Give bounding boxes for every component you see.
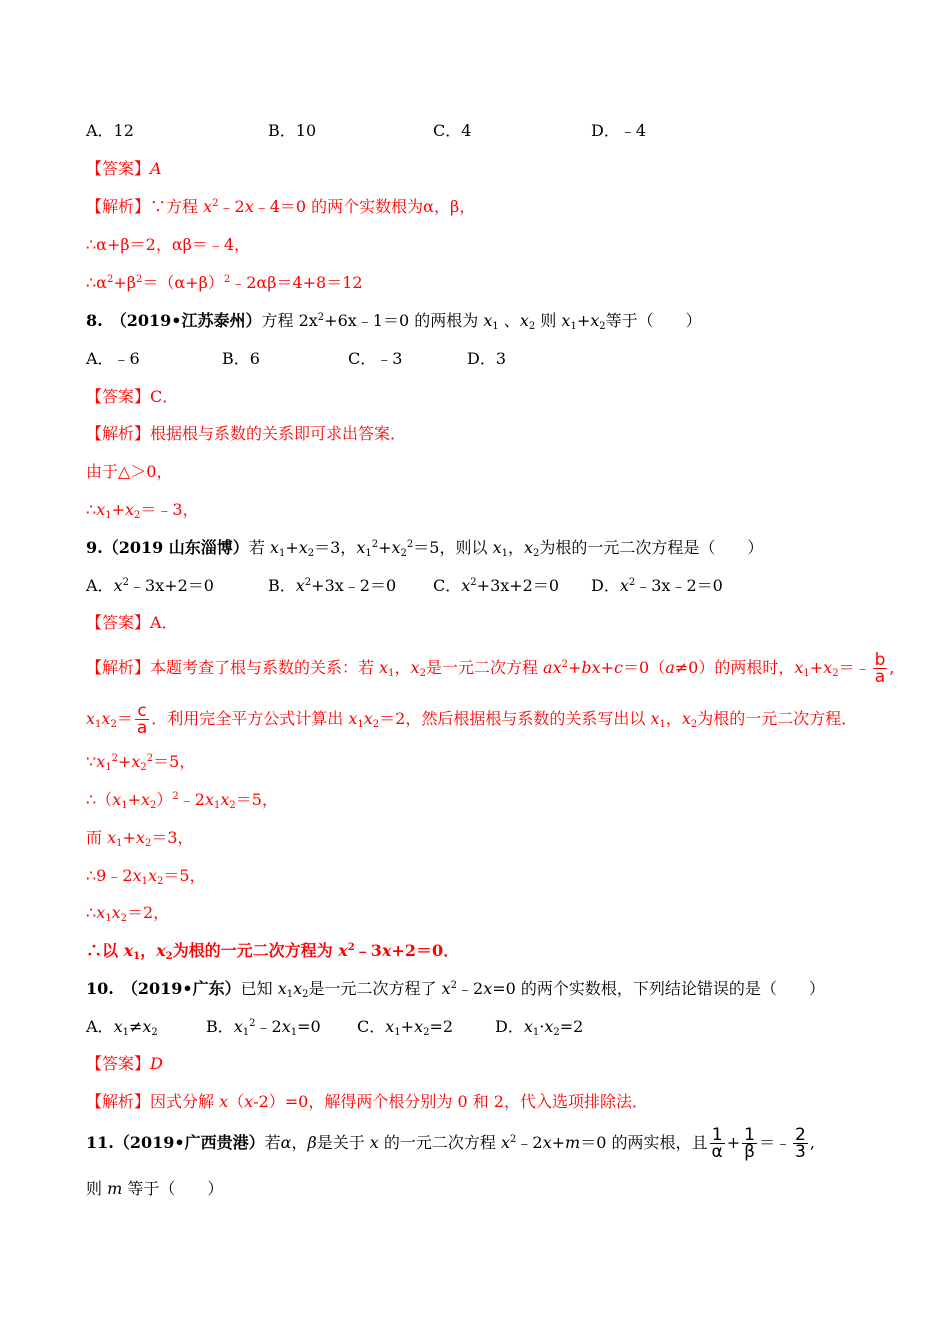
q9-option-b: B．$x^2+3x﹣2=0$: [268, 576, 397, 595]
q8-option-b: B．6: [222, 349, 260, 368]
q7-analysis-1: 【解析】∵方程 $x^2﹣2x﹣4=0$ 的两个实数根为α，β，: [86, 197, 476, 216]
q9-analysis-5: 而 $x_1+x_2=3$，: [86, 828, 194, 849]
q9-answer: 【答案】A．: [86, 613, 178, 632]
q10-option-d: D．$x_1\cdot x_2=2$: [495, 1017, 584, 1038]
q8-option-a: A．﹣6: [86, 349, 140, 368]
q8-option-d: D．3: [467, 349, 507, 368]
q11-stem: 11.（2019•广西贵港）若α，β是关于 x 的一元二次方程 $x^2﹣2x+m=0$ 的两实根，且 $\frac{1}{\alpha}$ + $\frac{1}{\beta}$ ＝﹣ $\frac{2}{3}$ ,: [86, 1125, 815, 1162]
fraction-b-over-a: $\frac{b}{a}$: [874, 650, 886, 687]
q8-answer: 【答案】C．: [86, 387, 179, 406]
q10-option-b: B．$x_1^2﹣2x_1=0$: [206, 1017, 321, 1038]
q9-analysis-1: 【解析】本题考查了根与系数的关系：若 $x_1$，$x_2$是一元二次方程 $ax^2+bx+c=0(a\ne 0)$的两根时，$x_1+x_2=﹣$ $\frac{b}{a}$ ,: [86, 650, 895, 687]
q7-answer: 【答案】A: [86, 159, 162, 178]
q9-option-c: C．$x^2+3x+2=0$: [433, 576, 560, 595]
fraction-1-over-beta: $\frac{1}{\beta}$: [744, 1125, 755, 1162]
q9-analysis-3: $\because x_1^2+x_2^2=5$，: [86, 752, 196, 773]
q10-answer: 【答案】D: [86, 1054, 163, 1073]
q7-option-c: C．4: [433, 121, 472, 140]
q10-analysis: 【解析】因式分解 x（x-2）=0，解得两个根分别为 0 和 2，代入选项排除法．: [86, 1092, 648, 1111]
q11-stem-2: 则 m 等于（ ）: [86, 1179, 224, 1198]
q9-analysis-8: ∴以 $x_1$，$x_2$为根的一元二次方程为 $x^2﹣3x+2=0$．: [86, 941, 460, 962]
q10-stem: 10. （2019•广东）已知 $x_1x_2$是一元二次方程了 $x^2﹣2x=0$ 的两个实数根，下列结论错误的是（ ）: [86, 979, 825, 1000]
q8-analysis-2: 由于△＞0，: [86, 462, 173, 481]
q10-option-c: C．$x_1+x_2=2$: [357, 1017, 454, 1038]
q7-option-a: A．12: [86, 121, 134, 140]
fraction-2-over-3: $\frac{2}{3}$: [795, 1125, 806, 1162]
q9-analysis-7: $\therefore x_1x_2=2$，: [86, 903, 170, 924]
q9-analysis-6: $\therefore 9﹣2x_1x_2=5$，: [86, 866, 206, 887]
q7-option-b: B．10: [268, 121, 317, 140]
q8-option-c: C．﹣3: [348, 349, 403, 368]
q9-option-a: A．$x^2﹣3x+2=0$: [86, 576, 214, 595]
q9-analysis-4: $\therefore(x_1+x_2)^2﹣2x_1x_2=5$，: [86, 790, 278, 811]
q8-stem: 8. （2019•江苏泰州）方程 $2x^2+6x﹣1=0$ 的两根为 $x_1$ 、$x_2$ 则 $x_1+x_2$等于（ ）: [86, 311, 702, 332]
q9-stem: 9.（2019 山东淄博）若 $x_1+x_2=3$，$x_1^2+x_2^2=5$，则以 $x_1$，$x_2$为根的一元二次方程是（ ）: [86, 538, 764, 559]
q9-option-d: D．$x^2﹣3x﹣2=0$: [591, 576, 723, 595]
fraction-1-over-alpha: $\frac{1}{\alpha}$: [711, 1125, 723, 1162]
q10-option-a: A．$x_1\ne x_2$: [86, 1017, 158, 1038]
q8-analysis-3: $\therefore x_1+x_2=﹣3$，: [86, 500, 199, 521]
fraction-c-over-a: $\frac{c}{a}$: [136, 701, 148, 738]
q7-option-d: D．﹣4: [591, 121, 647, 140]
q7-analysis-2: ∴α+β＝2，αβ＝﹣4，: [86, 235, 251, 254]
q9-analysis-2: $x_1x_2=$ $\frac{c}{a}$ ．利用完全平方公式计算出 $x_1x_2=2$，然后根据根与系数的关系写出以 $x_1$，$x_2$为根的一元二次方程．: [86, 701, 858, 738]
q7-analysis-3: $\therefore\alpha^2+\beta^2=(\alpha+\beta)^2﹣2\alpha\beta=4+8=12$: [86, 273, 363, 292]
q8-analysis-1: 【解析】根据根与系数的关系即可求出答案．: [86, 424, 407, 443]
